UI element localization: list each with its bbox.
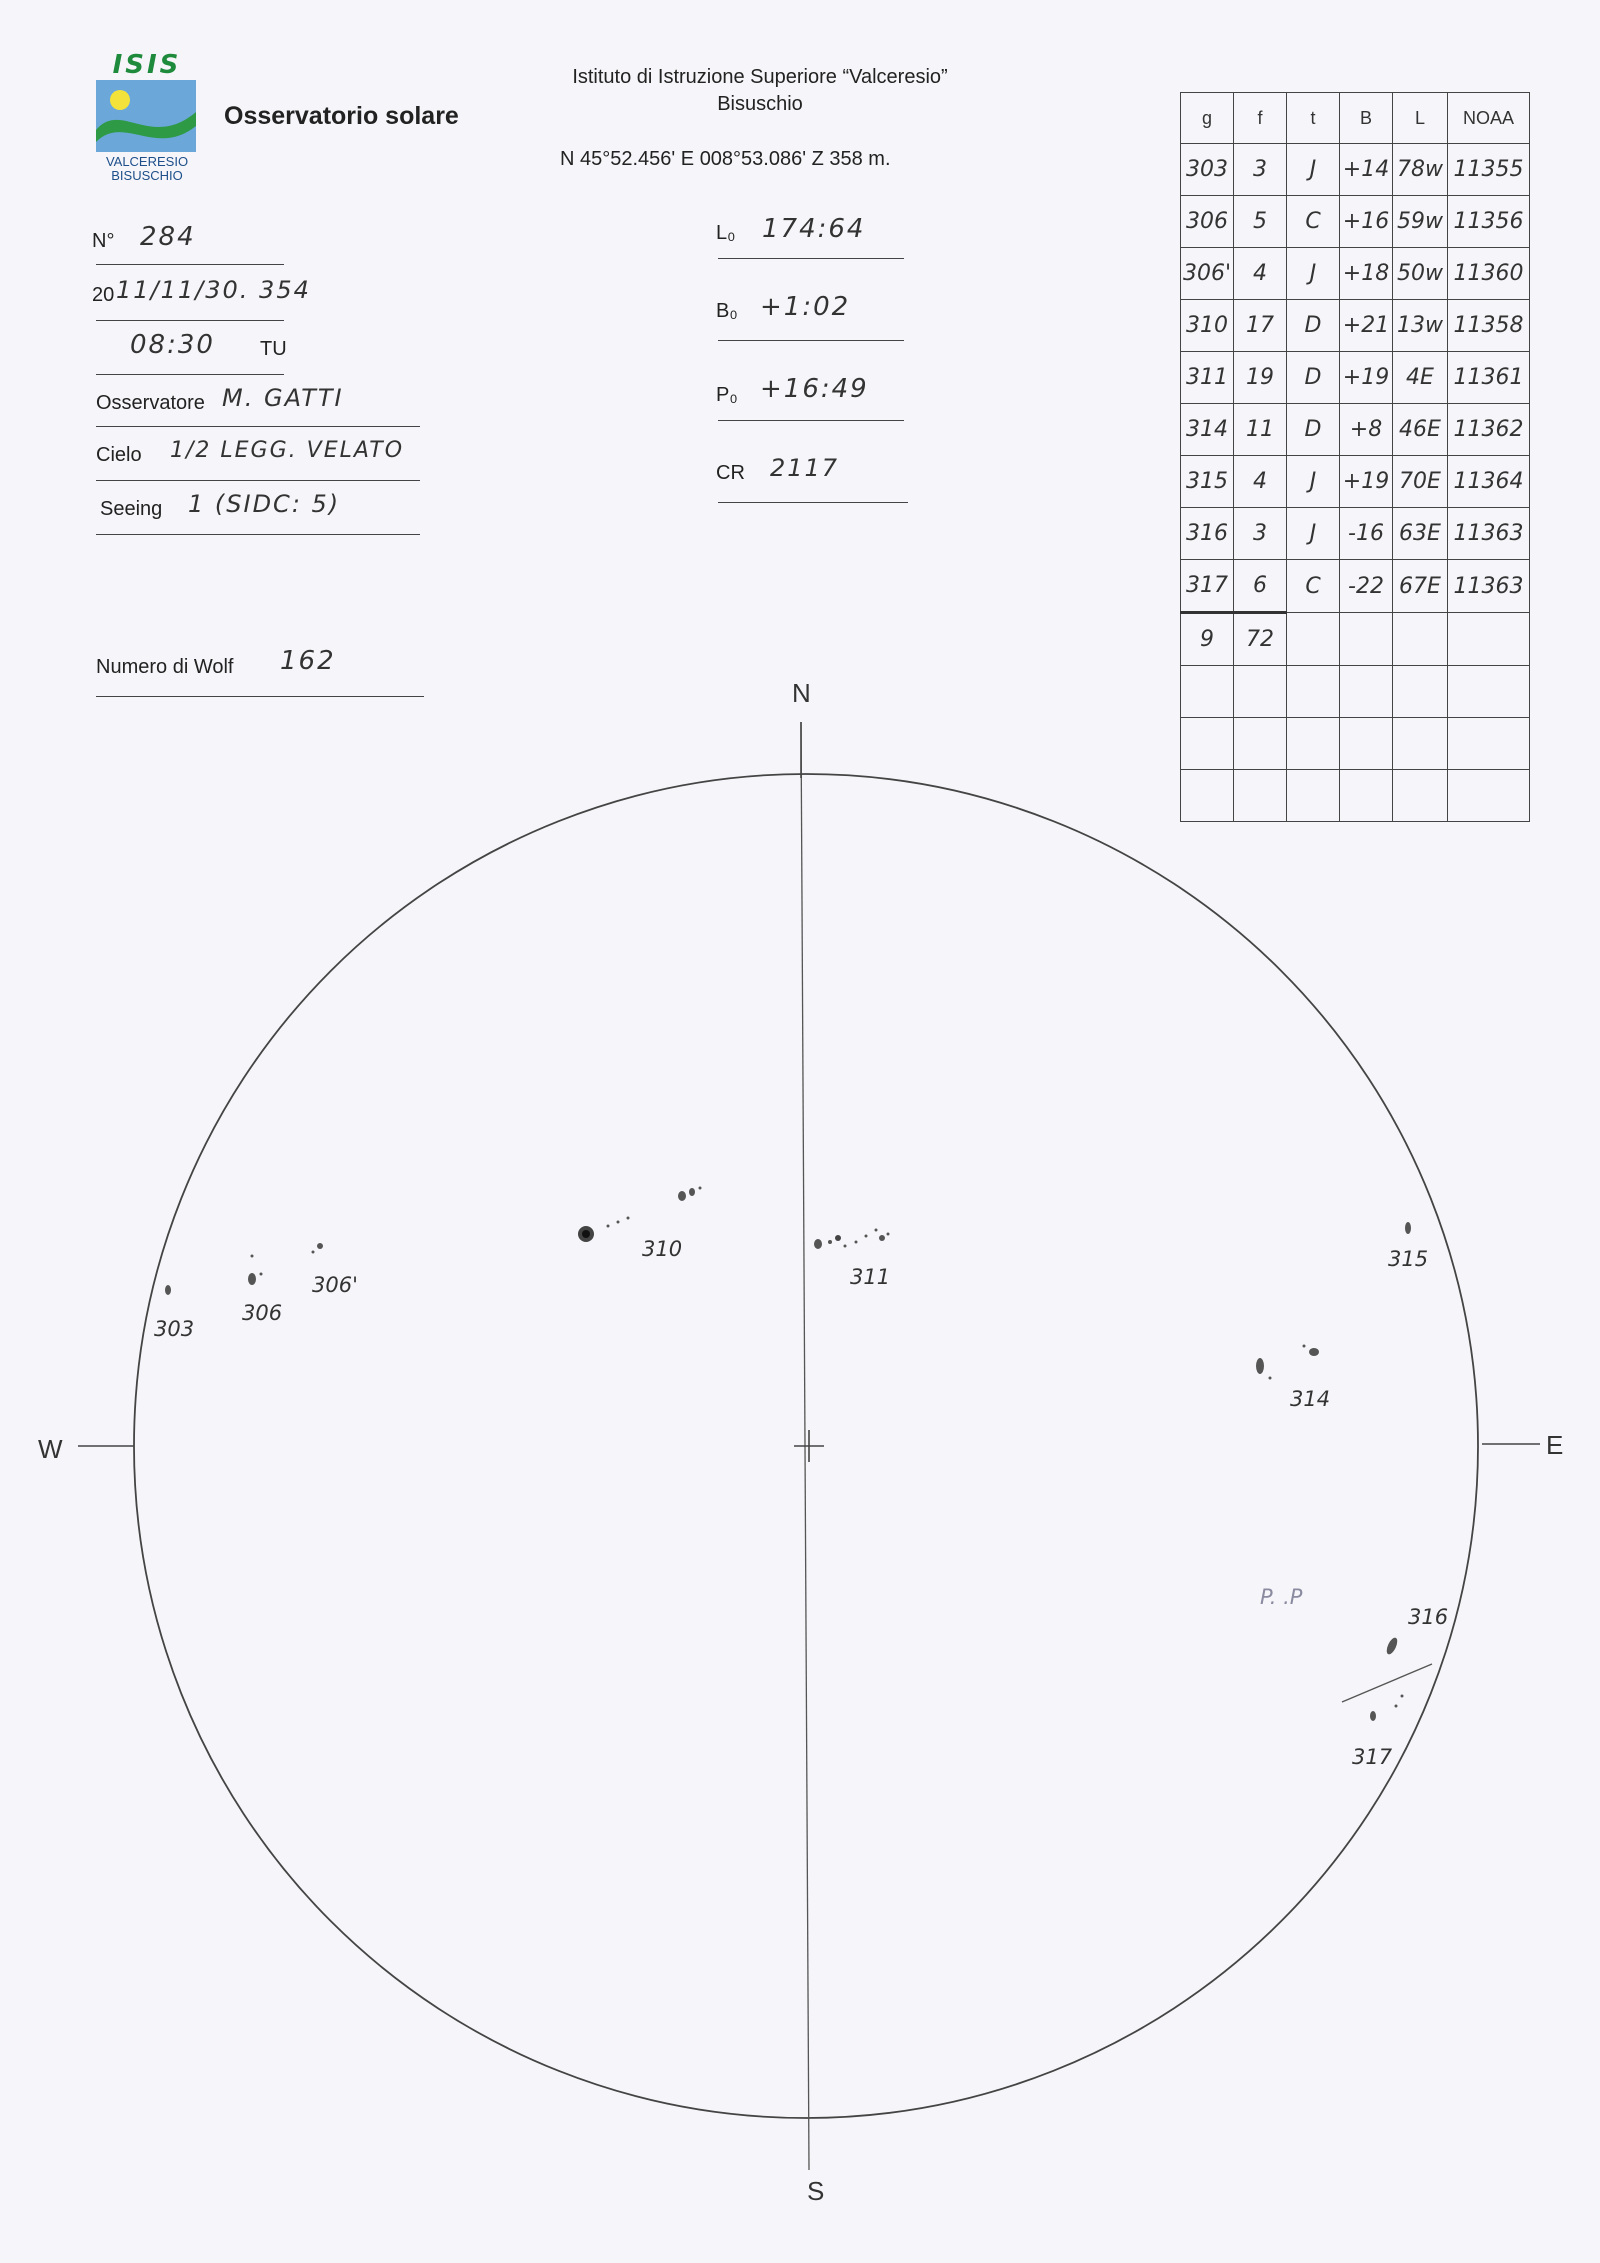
cell: D	[1287, 300, 1340, 352]
cell: 59w	[1393, 196, 1448, 248]
institute-name: Istituto di Istruzione Superiore “Valceresio”	[572, 66, 948, 88]
group-label-315: 315	[1388, 1247, 1429, 1271]
observer-name: M. GATTI	[222, 384, 344, 412]
cell: 17	[1234, 300, 1287, 352]
observation-time: 08:30	[130, 330, 215, 360]
cell: 19	[1234, 352, 1287, 404]
cell: -22	[1340, 560, 1393, 613]
total-groups: 9	[1181, 613, 1234, 666]
cell: 11364	[1448, 456, 1530, 508]
group-label-306b: 306'	[312, 1273, 358, 1297]
header-b: B	[1340, 93, 1393, 144]
sky-condition: 1/2 LEGG. VELATO	[170, 438, 405, 463]
sunspot	[251, 1255, 254, 1258]
west-label: W	[38, 1434, 63, 1464]
cell: D	[1287, 352, 1340, 404]
sunspot	[855, 1241, 858, 1244]
cell: 316	[1181, 508, 1234, 560]
group-label-317: 317	[1352, 1745, 1393, 1769]
sunspot	[1256, 1358, 1264, 1374]
sunspot-umbra	[582, 1230, 590, 1238]
sunspot	[699, 1187, 702, 1190]
cell: +18	[1340, 248, 1393, 300]
sunspot	[627, 1217, 630, 1220]
sunspot	[875, 1229, 878, 1232]
group-label-316: 316	[1408, 1605, 1449, 1629]
cell: 306	[1181, 196, 1234, 248]
sunspot	[165, 1285, 171, 1295]
wolf-label: Numero di Wolf	[96, 656, 234, 678]
cell: +19	[1340, 352, 1393, 404]
sunspot	[828, 1240, 832, 1244]
sunspot	[835, 1235, 841, 1241]
sunspot	[312, 1251, 315, 1254]
sunspot	[844, 1245, 847, 1248]
north-label: N	[792, 678, 811, 708]
sunspot	[1405, 1222, 1411, 1234]
seeing-value: 1 (SIDC: 5)	[188, 490, 341, 518]
b0-value: +1:02	[760, 292, 851, 322]
east-label: E	[1546, 1430, 1564, 1460]
sunspot	[865, 1235, 868, 1238]
sunspot	[1395, 1705, 1398, 1708]
group-separator	[1342, 1664, 1432, 1702]
sunspot	[248, 1273, 256, 1285]
cell: 11356	[1448, 196, 1530, 248]
cell: 63E	[1393, 508, 1448, 560]
sunspot	[1303, 1345, 1306, 1348]
sunspot	[887, 1233, 890, 1236]
logo-caption-2: BISUSCHIO	[111, 168, 183, 183]
sunspot	[260, 1273, 263, 1276]
observer-label: Osservatore	[96, 392, 205, 414]
sunspot	[1385, 1636, 1400, 1656]
cell: 67E	[1393, 560, 1448, 613]
cell: 317	[1181, 560, 1234, 613]
observatory-title: Osservatorio solare	[224, 102, 459, 130]
cell: J	[1287, 508, 1340, 560]
cell: 11355	[1448, 144, 1530, 196]
site-coordinates: N 45°52.456' E 008°53.086' Z 358 m.	[560, 148, 891, 170]
cell: +21	[1340, 300, 1393, 352]
cell: 70E	[1393, 456, 1448, 508]
total-spots: 72	[1234, 613, 1287, 666]
cr-label: CR	[716, 462, 745, 484]
p0-label: P₀	[716, 384, 738, 406]
cell: J	[1287, 456, 1340, 508]
cell: 5	[1234, 196, 1287, 248]
cell: 4	[1234, 456, 1287, 508]
cell: 11363	[1448, 508, 1530, 560]
number-label: N°	[92, 230, 115, 252]
sunspot	[689, 1188, 695, 1196]
header-l: L	[1393, 93, 1448, 144]
sunspot	[678, 1191, 686, 1201]
cell: 311	[1181, 352, 1234, 404]
group-label-306: 306	[242, 1301, 283, 1325]
cell: +16	[1340, 196, 1393, 248]
logo-caption-1: VALCERESIO	[105, 154, 189, 169]
wolf-number: 162	[280, 646, 336, 676]
group-label-314: 314	[1290, 1387, 1331, 1411]
cell: 310	[1181, 300, 1234, 352]
cell: C	[1287, 196, 1340, 248]
sunspot	[879, 1235, 885, 1241]
institute-town: Bisuschio	[717, 93, 803, 115]
group-label-310: 310	[642, 1237, 683, 1261]
cell: 3	[1234, 144, 1287, 196]
sunspot	[607, 1225, 610, 1228]
south-label: S	[807, 2176, 825, 2206]
cell: 13w	[1393, 300, 1448, 352]
cell: 4	[1234, 248, 1287, 300]
group-label-303: 303	[154, 1317, 195, 1341]
cell: +19	[1340, 456, 1393, 508]
sunspot	[317, 1243, 323, 1249]
cell: 78w	[1393, 144, 1448, 196]
cell: 6	[1234, 560, 1287, 613]
carrington-rotation: 2117	[770, 454, 840, 482]
sunspot	[617, 1221, 620, 1224]
header-g: g	[1181, 93, 1234, 144]
cell: 11358	[1448, 300, 1530, 352]
header-noaa: NOAA	[1448, 93, 1530, 144]
cell: 3	[1234, 508, 1287, 560]
cell: 315	[1181, 456, 1234, 508]
observation-date: 11/11/30. 354	[116, 276, 311, 304]
cell: 11360	[1448, 248, 1530, 300]
sky-label: Cielo	[96, 444, 142, 466]
record-number: 284	[140, 222, 196, 252]
cell: 303	[1181, 144, 1234, 196]
sunspot	[1269, 1377, 1272, 1380]
cell: +8	[1340, 404, 1393, 456]
cell: 11	[1234, 404, 1287, 456]
cell: 11363	[1448, 560, 1530, 613]
l0-value: 174:64	[762, 214, 866, 244]
cell: C	[1287, 560, 1340, 613]
cell: +14	[1340, 144, 1393, 196]
cell: 314	[1181, 404, 1234, 456]
l0-label: L₀	[716, 222, 736, 244]
cell: 4E	[1393, 352, 1448, 404]
cell: -16	[1340, 508, 1393, 560]
date-prefix: 20	[92, 284, 115, 306]
header-f: f	[1234, 93, 1287, 144]
cell: J	[1287, 144, 1340, 196]
sunspot	[1309, 1348, 1319, 1356]
cell: 46E	[1393, 404, 1448, 456]
sunspot	[1370, 1711, 1376, 1721]
cell: 11362	[1448, 404, 1530, 456]
pore-annotation: P. .P	[1260, 1585, 1303, 1609]
sunspot	[1401, 1695, 1404, 1698]
logo-wordmark: ISIS	[112, 50, 182, 80]
b0-label: B₀	[716, 300, 738, 322]
cell: 50w	[1393, 248, 1448, 300]
group-label-311: 311	[850, 1265, 891, 1289]
cell: D	[1287, 404, 1340, 456]
cell: 306'	[1181, 248, 1234, 300]
header-t: t	[1287, 93, 1340, 144]
sunspot	[814, 1239, 822, 1249]
p0-value: +16:49	[760, 374, 869, 404]
cell: J	[1287, 248, 1340, 300]
seeing-label: Seeing	[100, 498, 163, 520]
cell: 11361	[1448, 352, 1530, 404]
time-unit: TU	[260, 338, 287, 360]
